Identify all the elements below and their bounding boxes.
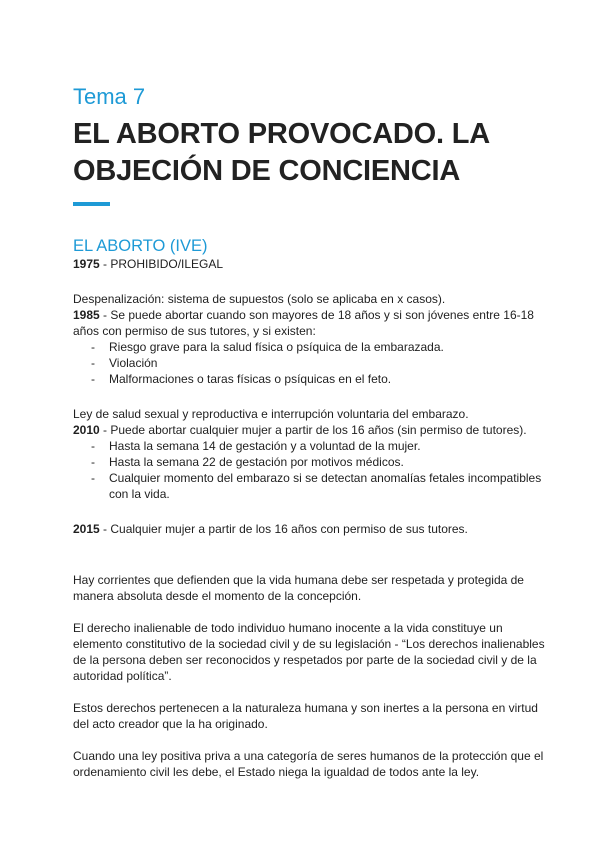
paragraph: Hay corrientes que defienden que la vida humana debe ser respetada y protegida de manera absoluta desde el momento de la concepción.: [73, 573, 524, 603]
title-underline: [73, 202, 110, 206]
entry-1975: [73, 256, 553, 272]
list-item: - Cualquier momento del embarazo si se detectan anomalías fetales incompatibles con la vida.: [91, 471, 542, 501]
paragraph: El derecho inalienable de todo individuo humano inocente a la vida constituye un elemento constitutivo de la sociedad civil y de su legislación - “Los derechos inalienables de la persona deben ser reconocidos y respetados por parte de la sociedad civil y de la autoridad política”.: [73, 621, 545, 683]
dash-marker: -: [91, 372, 95, 386]
year-label: 1985: [73, 308, 100, 322]
paragraph: Cuando una ley positiva priva a una categoría de seres humanos de la protección que el ordenamiento civil les debe, el Estado niega la igualdad de todos ante la ley.: [73, 749, 544, 779]
entry-text: - Puede abortar cualquier mujer a partir de los 16 años (sin permiso de tutores).: [99, 423, 527, 437]
year-label: 2015: [73, 522, 100, 536]
dash-marker: -: [91, 455, 95, 469]
entry-text: - PROHIBIDO/ILEGAL: [99, 257, 224, 271]
paragraph: Estos derechos pertenecen a la naturaleza humana y son inertes a la persona en virtud del acto creador que la ha originado.: [73, 701, 538, 731]
entry-1985: [73, 307, 553, 339]
page-title: EL ABORTO PROVOCADO. LA OBJECIÓN DE CONCIENCIA: [73, 118, 489, 187]
topic-number: Tema 7: [73, 84, 146, 109]
year-label: 2010: [73, 423, 100, 437]
list-item: - Hasta la semana 22 de gestación por motivos médicos.: [91, 455, 404, 469]
entry-2010: [73, 422, 553, 438]
dash-marker: -: [91, 439, 95, 453]
despenalizacion-text: Despenalización: sistema de supuestos (solo se aplicaba en x casos).: [73, 292, 446, 306]
entry-2015: [73, 521, 553, 537]
list-item: - Hasta la semana 14 de gestación y a voluntad de la mujer.: [91, 439, 421, 453]
dash-marker: -: [91, 356, 95, 370]
document-page: [73, 84, 553, 780]
dash-marker: -: [91, 340, 95, 354]
ley-salud-text: Ley de salud sexual y reproductiva e interrupción voluntaria del embarazo.: [73, 407, 469, 421]
dash-marker: -: [91, 471, 95, 485]
list-2010: [73, 438, 553, 502]
section-heading: EL ABORTO (IVE): [73, 237, 208, 255]
entry-text: - Se puede abortar cuando son mayores de 18 años y si son jóvenes entre 16-18 años con permiso de sus tutores, y si existen:: [73, 308, 534, 338]
list-item: - Violación: [91, 356, 158, 370]
list-item: - Riesgo grave para la salud física o psíquica de la embarazada.: [91, 340, 444, 354]
entry-text: - Cualquier mujer a partir de los 16 años con permiso de sus tutores.: [99, 522, 468, 536]
list-1985: [73, 339, 553, 387]
year-label: 1975: [73, 257, 100, 271]
list-item: - Malformaciones o taras físicas o psíquicas en el feto.: [91, 372, 392, 386]
